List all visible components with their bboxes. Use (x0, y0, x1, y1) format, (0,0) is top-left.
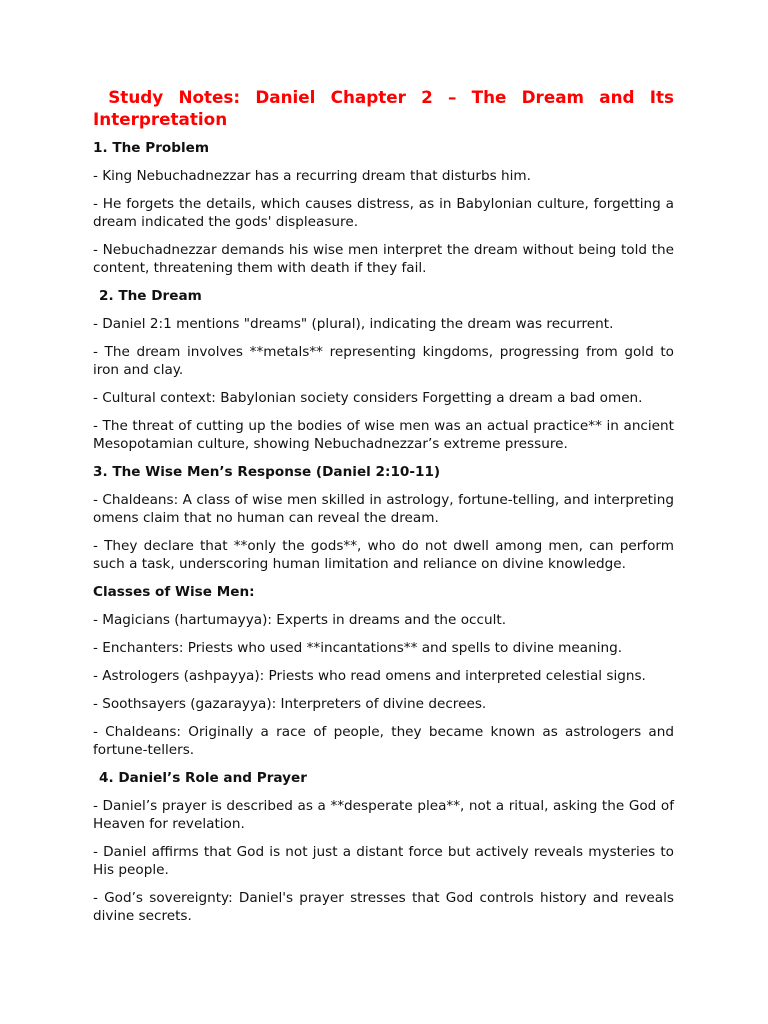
section-heading-dream: 2. The Dream (99, 288, 202, 304)
paragraph: - They declare that **only the gods**, who do not dwell among men, can perform such a task, underscoring human limitation and reliance on divine knowledge. (93, 538, 674, 572)
section-heading-wise-men-response: 3. The Wise Men’s Response (Daniel 2:10-11) (93, 464, 441, 480)
document-page (93, 86, 674, 935)
section-heading-daniels-role: 4. Daniel’s Role and Prayer (99, 770, 307, 786)
paragraph: - Chaldeans: Originally a race of people, they became known as astrologers and fortune-tellers. (93, 724, 674, 758)
paragraph: - Daniel’s prayer is described as a **desperate plea**, not a ritual, asking the God of Heaven for revelation. (93, 798, 674, 832)
paragraph: - Astrologers (ashpayya): Priests who read omens and interpreted celestial signs. (93, 668, 646, 684)
section-heading-classes-of-wise-men: Classes of Wise Men: (93, 584, 255, 600)
paragraph: - Chaldeans: A class of wise men skilled in astrology, fortune-telling, and interpreting omens claim that no human can reveal the dream. (93, 492, 674, 526)
paragraph: - Enchanters: Priests who used **incantations** and spells to divine meaning. (93, 640, 623, 656)
paragraph: - Nebuchadnezzar demands his wise men interpret the dream without being told the content, threatening them with death if they fail. (93, 242, 674, 276)
paragraph: - God’s sovereignty: Daniel's prayer stresses that God controls history and reveals divine secrets. (93, 890, 674, 924)
document-title: Study Notes: Daniel Chapter 2 – The Dream and Its Interpretation (93, 87, 674, 129)
paragraph: - Daniel affirms that God is not just a distant force but actively reveals mysteries to His people. (93, 844, 674, 878)
paragraph: - Magicians (hartumayya): Experts in dreams and the occult. (93, 612, 507, 628)
paragraph: - King Nebuchadnezzar has a recurring dream that disturbs him. (93, 168, 531, 184)
paragraph: - The threat of cutting up the bodies of wise men was an actual practice** in ancient Mesopotamian culture, showing Nebuchadnezzar’s extreme pressure. (93, 418, 674, 452)
section-heading-problem: 1. The Problem (93, 140, 210, 156)
paragraph: - The dream involves **metals** representing kingdoms, progressing from gold to iron and clay. (93, 344, 674, 378)
paragraph: - Cultural context: Babylonian society considers Forgetting a dream a bad omen. (93, 390, 643, 406)
paragraph: - Soothsayers (gazarayya): Interpreters of divine decrees. (93, 696, 487, 712)
paragraph: - He forgets the details, which causes distress, as in Babylonian culture, forgetting a dream indicated the gods' displeasure. (93, 196, 674, 230)
paragraph: - Daniel 2:1 mentions "dreams" (plural), indicating the dream was recurrent. (93, 316, 614, 332)
